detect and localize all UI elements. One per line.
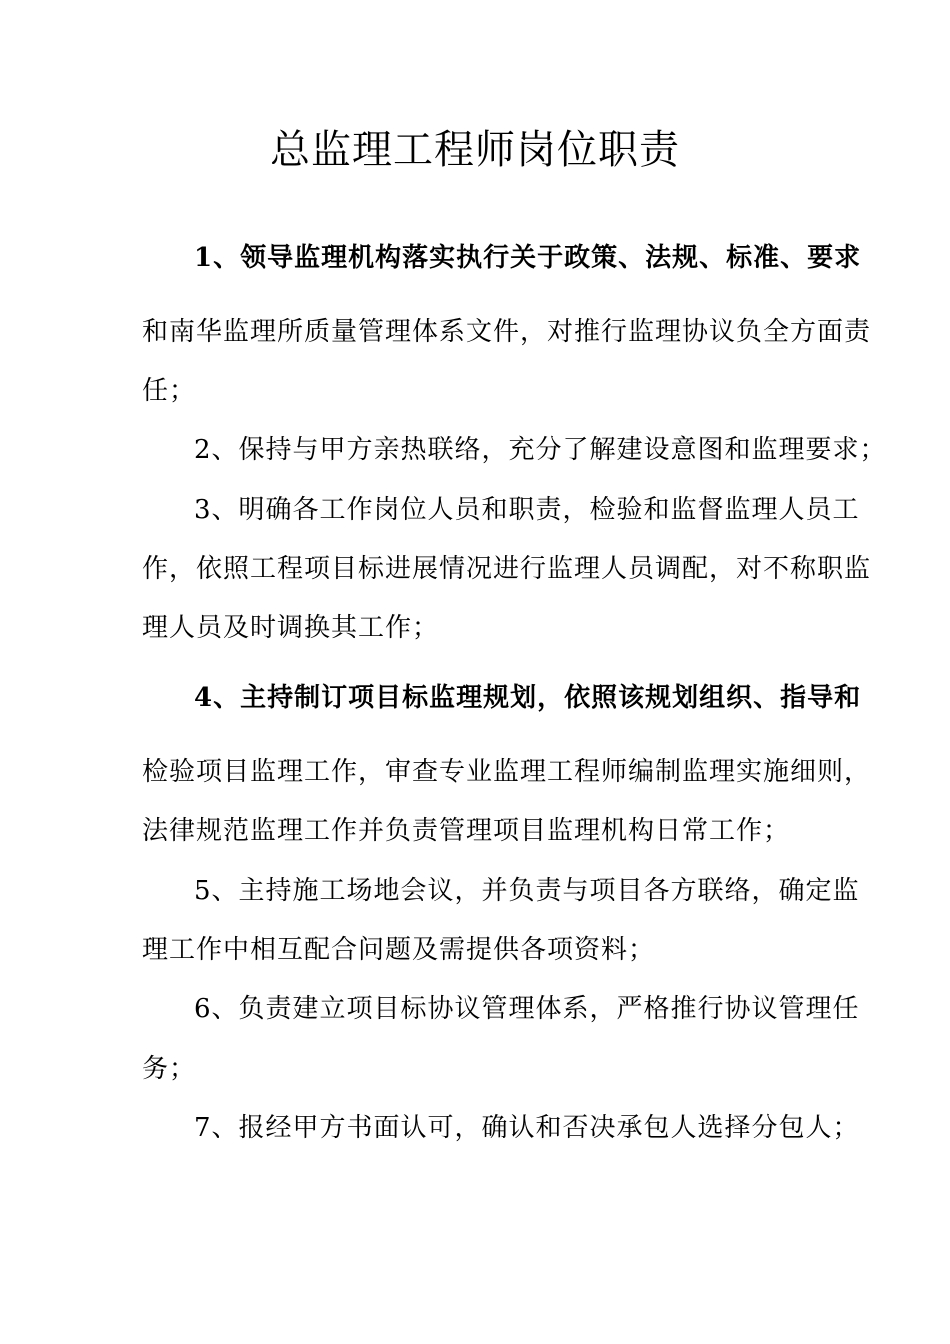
duty-1-line-3: 任；	[142, 376, 197, 406]
page-title: 总监理工程师岗位职责	[270, 127, 680, 173]
duty-4-line-2: 检验项目监理工作，审查专业监理工程师编制监理实施细则，	[142, 757, 872, 787]
duty-4-line-1: 4、主持制订项目标监理规划，依照该规划组织、指导和	[194, 683, 862, 713]
duty-5-line-2: 理工作中相互配合问题及需提供各项资料；	[142, 935, 656, 965]
duty-5-line-1: 5、主持施工场地会议，并负责与项目各方联络，确定监	[194, 876, 860, 906]
duty-7-line-1: 7、报经甲方书面认可，确认和否决承包人选择分包人；	[194, 1113, 860, 1143]
duty-6-line-1: 6、负责建立项目标协议管理体系，严格推行协议管理任	[194, 994, 860, 1024]
duty-6-line-2: 务；	[142, 1054, 197, 1084]
duty-3-line-3: 理人员及时调换其工作；	[142, 613, 440, 643]
duty-1-line-1: 1、领导监理机构落实执行关于政策、法规、标准、要求	[194, 243, 862, 273]
duty-3-line-2: 作，依照工程项目标进展情况进行监理人员调配，对不称职监	[142, 554, 872, 584]
duty-1-line-2: 和南华监理所质量管理体系文件，对推行监理协议负全方面责	[142, 317, 872, 347]
duty-2-line-1: 2、保持与甲方亲热联络，充分了解建设意图和监理要求；	[194, 435, 887, 465]
duty-4-line-3: 法律规范监理工作并负责管理项目监理机构日常工作；	[142, 816, 791, 846]
duty-3-line-1: 3、明确各工作岗位人员和职责，检验和监督监理人员工	[194, 495, 860, 525]
